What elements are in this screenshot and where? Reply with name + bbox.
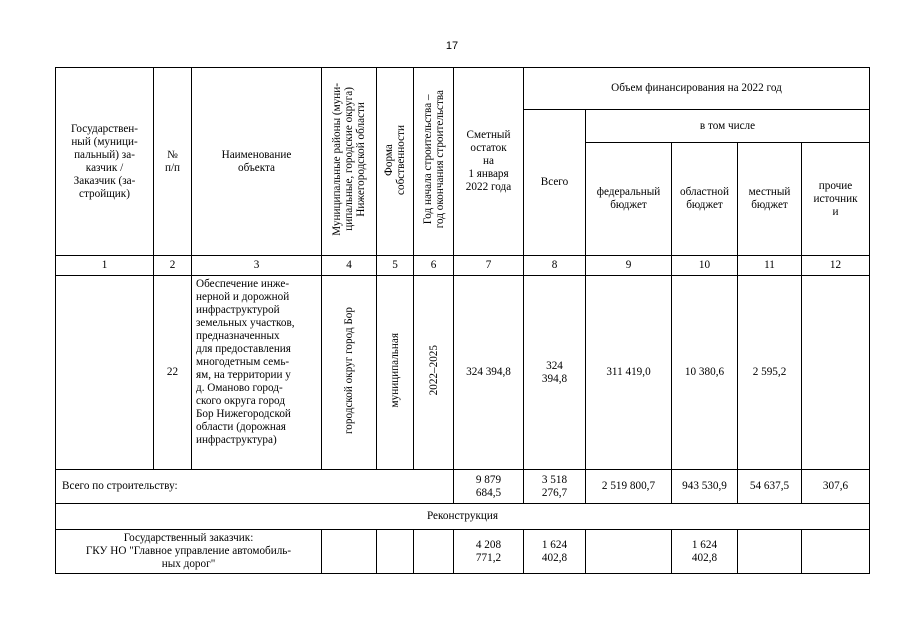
customer-label: Государственный заказчик: ГКУ НО "Главное управление автомобиль- ных дорог" [56, 530, 322, 574]
customer-ownership [377, 530, 414, 574]
customer-regional: 1 624 402,8 [672, 530, 738, 574]
col-number: 10 [672, 256, 738, 276]
total-local: 54 637,5 [738, 470, 802, 504]
customer-local [738, 530, 802, 574]
cell-number: 22 [154, 276, 192, 470]
total-federal: 2 519 800,7 [586, 470, 672, 504]
customer-total: 1 624 402,8 [524, 530, 586, 574]
header-remaining: Сметный остаток на 1 января 2022 года [454, 68, 524, 256]
cell-federal: 311 419,0 [586, 276, 672, 470]
customer-years [414, 530, 454, 574]
cell-object-name: Обеспечение инже- нерной и дорожной инфраструктурой земельных участков, предназначенных для предоставления многодетным семь- ям, на территории у д. Оманово город- ского округа город Бор Нижегородской области (дорожная инфраструктура) [192, 276, 322, 470]
total-remaining: 9 879 684,5 [454, 470, 524, 504]
table-row-object [56, 276, 870, 470]
cell-other [802, 276, 870, 470]
col-number: 4 [322, 256, 377, 276]
cell-district-cell [322, 276, 377, 470]
header-federal: федеральный бюджет [586, 143, 672, 256]
cell-ownership: муниципальная [389, 333, 401, 408]
col-number: 7 [454, 256, 524, 276]
col-number: 12 [802, 256, 870, 276]
header-ownership: Форма собственности [383, 124, 407, 195]
col-number: 9 [586, 256, 672, 276]
header-customer: Государствен- ный (муници- пальный) за- казчик / Заказчик (за- стройщик) [56, 68, 154, 256]
cell-total: 324 394,8 [524, 276, 586, 470]
header-years: Год начала строительства – год окончания строительства [421, 90, 446, 229]
header-total: Всего [524, 110, 586, 256]
cell-district: городской округ город Бор [343, 307, 355, 434]
header-row-1 [56, 68, 870, 110]
header-financing: Объем финансирования на 2022 год [524, 68, 870, 110]
section-row [56, 504, 870, 530]
cell-customer [56, 276, 154, 470]
col-number: 5 [377, 256, 414, 276]
column-numbers-row [56, 256, 870, 276]
cell-remaining: 324 394,8 [454, 276, 524, 470]
customer-federal [586, 530, 672, 574]
cell-regional: 10 380,6 [672, 276, 738, 470]
total-other: 307,6 [802, 470, 870, 504]
header-number: № п/п [154, 68, 192, 256]
header-regional: областной бюджет [672, 143, 738, 256]
col-number: 6 [414, 256, 454, 276]
financing-table [55, 67, 870, 574]
page-number: 17 [445, 40, 459, 52]
header-years-cell [414, 68, 454, 256]
col-number: 3 [192, 256, 322, 276]
customer-remaining: 4 208 771,2 [454, 530, 524, 574]
total-regional: 943 530,9 [672, 470, 738, 504]
header-other: прочие источник и [802, 143, 870, 256]
col-number: 2 [154, 256, 192, 276]
table-row-total [56, 470, 870, 504]
header-districts: Муниципальные районы (муни- ципальные, городские округа) Нижегородской области [331, 83, 367, 236]
section-title: Реконструкция [56, 504, 870, 530]
cell-local: 2 595,2 [738, 276, 802, 470]
col-number: 11 [738, 256, 802, 276]
col-number: 1 [56, 256, 154, 276]
total-label: Всего по строительству: [56, 470, 454, 504]
header-including: в том числе [586, 110, 870, 143]
cell-years: 2022–2025 [427, 345, 440, 396]
col-number: 8 [524, 256, 586, 276]
header-districts-cell [322, 68, 377, 256]
total-total: 3 518 276,7 [524, 470, 586, 504]
header-local: местный бюджет [738, 143, 802, 256]
table-row-customer [56, 530, 870, 574]
customer-other [802, 530, 870, 574]
cell-ownership-cell [377, 276, 414, 470]
cell-years-cell [414, 276, 454, 470]
customer-district [322, 530, 377, 574]
header-object-name: Наименование объекта [192, 68, 322, 256]
header-ownership-cell [377, 68, 414, 256]
